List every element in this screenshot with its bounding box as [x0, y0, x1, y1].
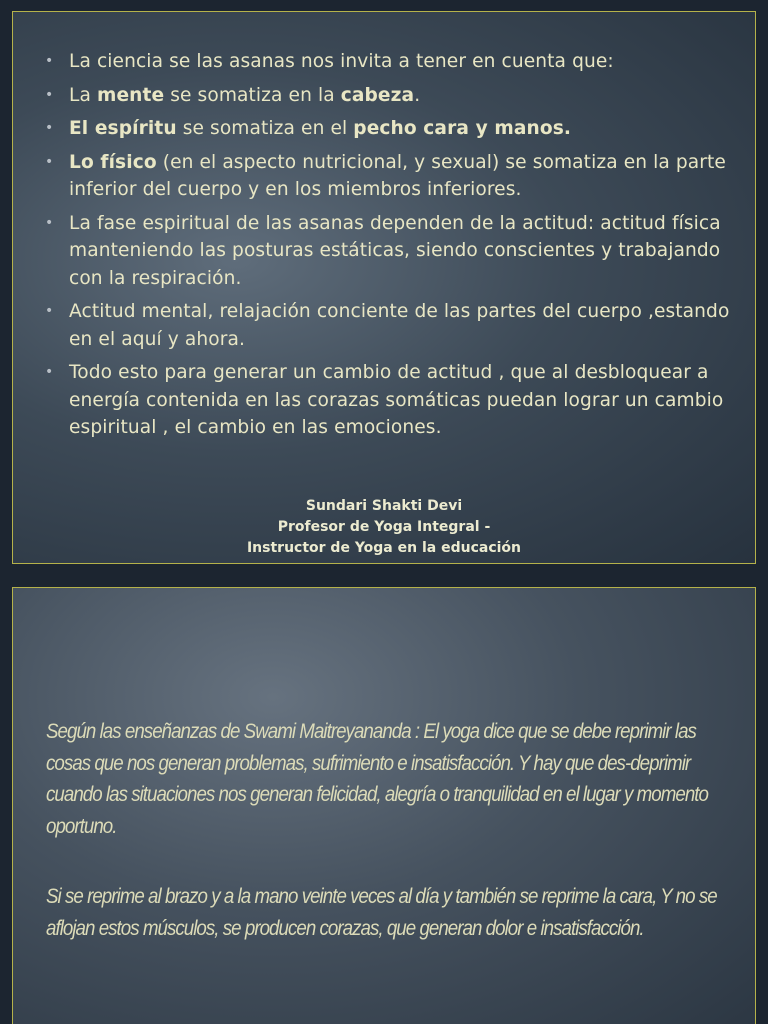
bold-text-run: mente [96, 84, 165, 106]
bullet-item [43, 210, 733, 293]
text-run: se somatiza en el [176, 118, 354, 139]
bullet-dot-icon: • [45, 364, 54, 380]
bullet-dot-icon: • [45, 86, 54, 103]
author-name: Sundari Shakti Devi [305, 498, 463, 514]
author-title: Profesor de Yoga Integral - [277, 519, 491, 535]
bullet-item [43, 48, 733, 76]
text-run: (en el aspecto nutricional, y sexual) se somatiza en la parte inferior del cuerpo y en los miembros inferiores. [69, 151, 726, 200]
slide-1 [12, 11, 756, 564]
bullet-text [69, 301, 729, 350]
author-signature [13, 496, 755, 559]
bold-text-run: El espíritu [69, 118, 177, 139]
bullet-dot-icon: • [45, 120, 54, 136]
bullet-dot-icon: • [45, 303, 54, 319]
author-subtitle: Instructor de Yoga en la educación [246, 540, 522, 556]
bullet-item [43, 82, 733, 110]
bullet-item [43, 115, 733, 143]
paragraph-armor: Si se reprime al brazo y a la mano veinte veces al día y también se reprime la cara, Y no se aflojan estos músculos, se producen corazas, que generan dolor e insatisfacción. [46, 884, 717, 940]
bullet-dot-icon: • [45, 53, 54, 69]
bullet-text [69, 362, 723, 438]
slide-2 [12, 587, 756, 1024]
text-run: . [414, 84, 421, 106]
bullet-item [43, 298, 733, 353]
text-run: La ciencia se las asanas nos invita a tener en cuenta que: [69, 51, 614, 72]
text-run: La fase espiritual de las asanas dependen de la actitud: actitud física manteniendo las posturas estáticas, siendo conscientes y trabajando con la respiración. [69, 212, 721, 289]
bullet-text [69, 118, 571, 139]
text-run: Actitud mental, relajación conciente de las partes del cuerpo ,estando en el aquí y ahora. [69, 301, 730, 350]
bullet-text [69, 51, 614, 72]
bullet-text [69, 152, 726, 201]
text-run: La [69, 84, 97, 106]
bullet-item [43, 359, 733, 442]
bullet-list [43, 48, 733, 448]
bullet-dot-icon: • [45, 214, 54, 231]
text-run: Todo esto para generar un cambio de actitud , que al desbloquear a energía contenida en las corazas somáticas puedan lograr un cambio espiritual , el cambio en las emociones. [69, 362, 724, 438]
bold-text-run: pecho cara y manos. [353, 118, 572, 139]
bold-text-run: cabeza [340, 84, 415, 106]
bullet-item [43, 149, 733, 204]
bullet-dot-icon: • [45, 153, 54, 170]
bold-text-run: Lo físico [69, 151, 157, 173]
text-run: se somatiza en la [164, 84, 341, 106]
bullet-text [69, 213, 721, 289]
paragraph-teachings: Según las enseñanzas de Swami Maitreyananda : El yoga dice que se debe reprimir las cosas que nos generan problemas, sufrimiento e insatisfacción. Y hay que des-deprimir cuando las situaciones nos generan felicidad, alegría o tranquilidad en el lugar y momento oportuno. [46, 719, 708, 838]
bullet-text [69, 85, 420, 106]
